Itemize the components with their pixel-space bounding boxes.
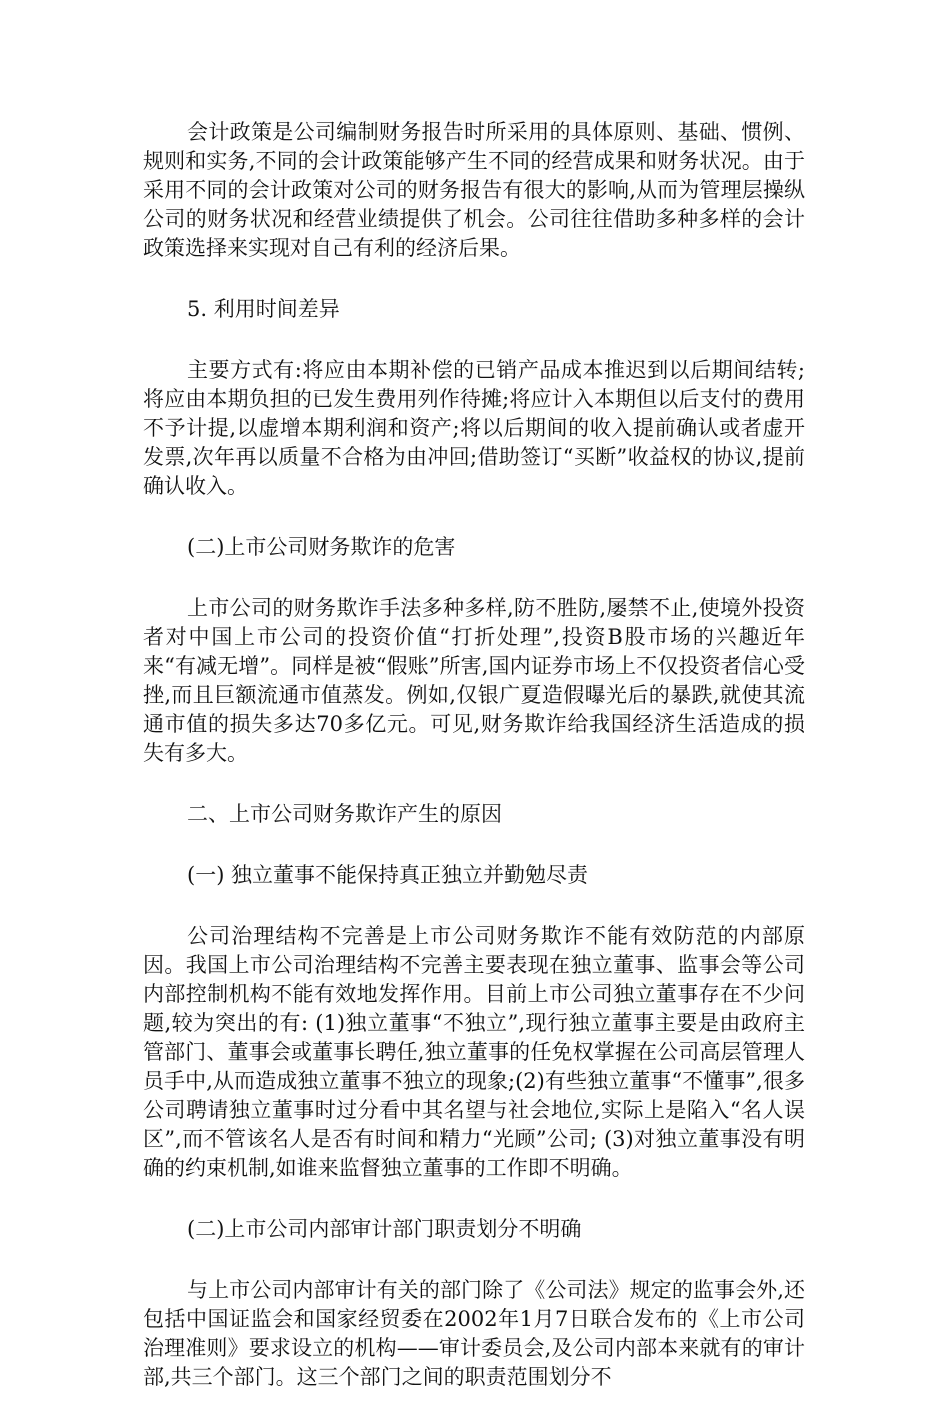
heading-fraud-harm: (二)上市公司财务欺诈的危害: [187, 535, 456, 559]
paragraph-main-methods: 主要方式有:将应由本期补偿的已销产品成本推迟到以后期间结转;将应由本期负担的已发生费用列作待摊;将应计入本期但以后支付的费用不予计提,以虚增本期利润和资产;将以后期间的收入提前确认或者虚开发票,次年再以质量不合格为由冲回;借助签订“买断”收益权的协议,提前确认收入。: [143, 358, 805, 498]
document-body: [143, 118, 805, 1424]
paragraph-fraud-harm: 上市公司的财务欺诈手法多种多样,防不胜防,屡禁不止,使境外投资者对中国上市公司的投资价值“打折处理”,投资B股市场的兴趣近年来“有减无增”。同样是被“假账”所害,国内证券市场上不仅投资者信心受挫,而且巨额流通市值蒸发。例如,仅银广夏造假曝光后的暴跌,就使其流通市值的损失多达70多亿元。可见,财务欺诈给我国经济生活造成的损失有多大。: [143, 596, 805, 765]
heading-fraud-causes: 二、上市公司财务欺诈产生的原因: [187, 802, 502, 826]
heading-internal-audit: (二)上市公司内部审计部门职责划分不明确: [187, 1217, 582, 1241]
heading-independent-directors: (一) 独立董事不能保持真正独立并勤勉尽责: [187, 863, 589, 887]
paragraph-internal-audit: 与上市公司内部审计有关的部门除了《公司法》规定的监事会外,还包括中国证监会和国家经贸委在2002年1月7日联合发布的《上市公司治理准则》要求设立的机构——审计委员会,及公司内部本来就有的审计部,共三个部门。这三个部门之间的职责范围划分不: [143, 1278, 805, 1389]
heading-time-difference: 5. 利用时间差异: [187, 297, 340, 321]
paragraph-accounting-policy: 会计政策是公司编制财务报告时所采用的具体原则、基础、惯例、规则和实务,不同的会计政策能够产生不同的经营成果和财务状况。由于采用不同的会计政策对公司的财务报告有很大的影响,从而为管理层操纵公司的财务状况和经营业绩提供了机会。公司往往借助多种多样的会计政策选择来实现对自己有利的经济后果。: [143, 120, 805, 260]
paragraph-governance-structure: 公司治理结构不完善是上市公司财务欺诈不能有效防范的内部原因。我国上市公司治理结构不完善主要表现在独立董事、监事会等公司内部控制机构不能有效地发挥作用。目前上市公司独立董事存在不少问题,较为突出的有: (1)独立董事“不独立”,现行独立董事主要是由政府主管部门、董事会或董事长聘任,独立董事的任免权掌握在公司高层管理人员手中,从而造成独立董事不独立的现象;(2)有些独立董事“不懂事”,很多公司聘请独立董事时过分看中其名望与社会地位,实际上是陷入“名人误区”,而不管该名人是否有时间和精力“光顾”公司; (3)对独立董事没有明确的约束机制,如谁来监督独立董事的工作即不明确。: [143, 924, 805, 1180]
